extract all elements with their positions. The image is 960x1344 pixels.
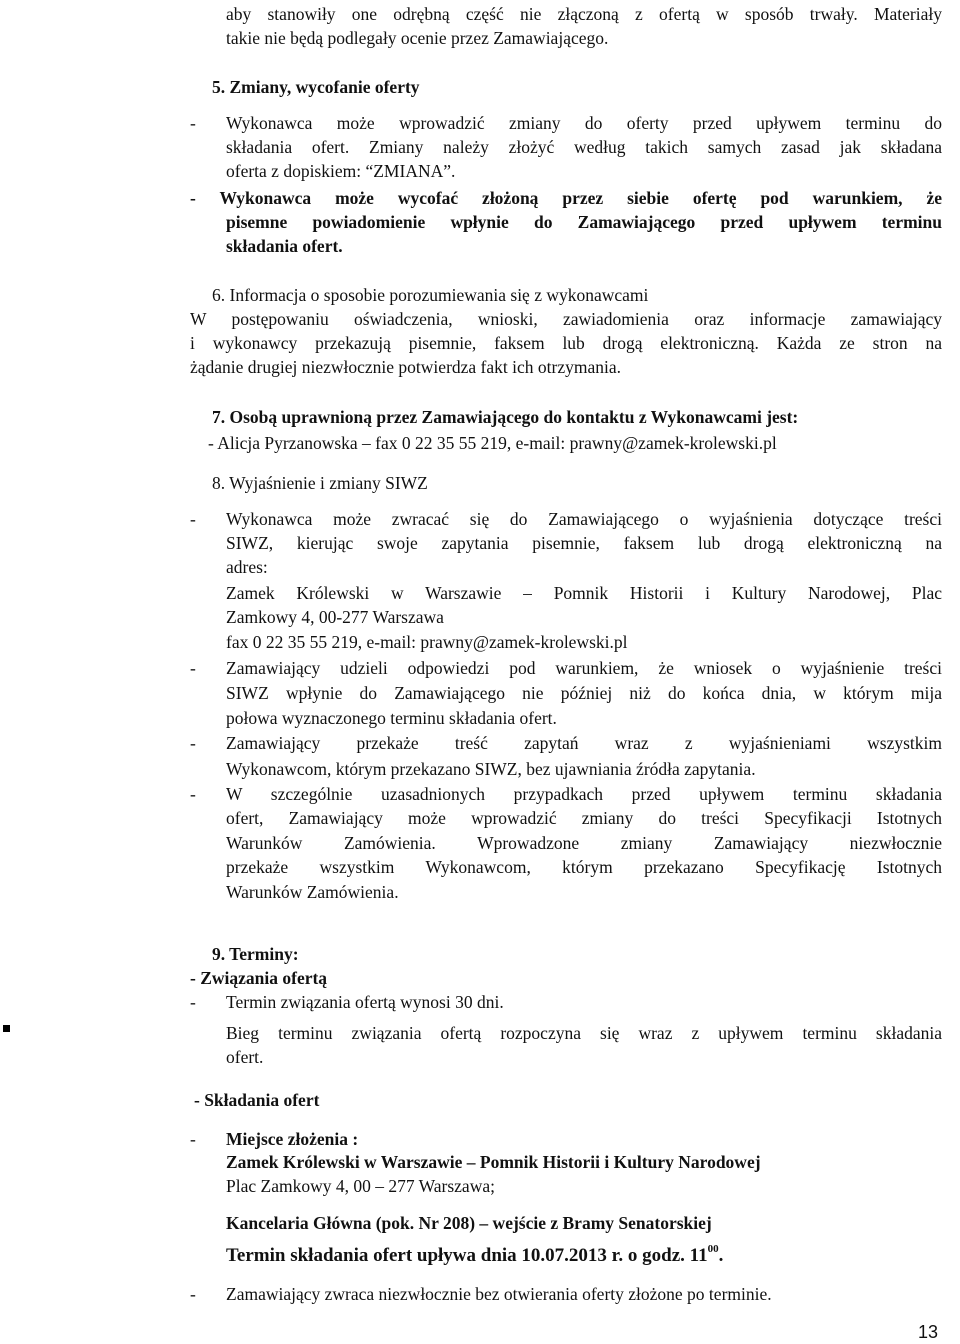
list-dash: - (190, 113, 196, 133)
list-dash: - (190, 992, 196, 1012)
paragraph-line: SIWZ, kierując swoje zapytania pisemnie, faksem lub drogą elektroniczną na (226, 533, 942, 553)
paragraph-line: Warunków Zamówienia. (226, 882, 399, 902)
paragraph-line: Zamawiający udzieli odpowiedzi pod warunkiem, że wniosek o wyjaśnienie treści (226, 658, 942, 678)
section-heading-9: 9. Terminy: (212, 944, 299, 964)
section-heading-7: 7. Osobą uprawnioną przez Zamawiającego do kontaktu z Wykonawcami jest: (212, 407, 799, 427)
subheading-binding: - Związania ofertą (190, 968, 328, 988)
paragraph-line: połowa wyznaczonego terminu składania ofert. (226, 708, 557, 728)
deadline-end: . (718, 1245, 724, 1266)
paragraph-line: Wykonawca może zwracać się do Zamawiającego o wyjaśnienia dotyczące treści (226, 509, 942, 529)
paragraph-line: ofert. (226, 1047, 264, 1067)
paragraph-line: i wykonawcy przekazują pisemnie, faksem lub drogą elektroniczną. Każda ze stron na (190, 333, 942, 353)
contact-line: - Alicja Pyrzanowska – fax 0 22 35 55 219, e-mail: prawny@zamek-krolewski.pl (208, 433, 777, 453)
list-dash: - (190, 658, 196, 678)
paragraph-line: Wykonawcom, którym przekazano SIWZ, bez ujawniania źródła zapytania. (226, 759, 756, 779)
paragraph-line: W szczególnie uzasadnionych przypadkach przed upływem terminu składania (226, 784, 942, 804)
square-bullet-icon (3, 1025, 10, 1032)
deadline-text: Termin składania ofert upływa dnia 10.07.2013 r. o godz. 11 (226, 1245, 708, 1266)
paragraph-line: Wykonawca może wprowadzić zmiany do oferty przed upływem terminu do (226, 113, 942, 133)
paragraph-line: - Wykonawca może wycofać złożoną przez siebie ofertę pod warunkiem, że (190, 188, 942, 208)
paragraph-line: SIWZ wpłynie do Zamawiającego nie później niż do końca dnia, w którym mija (226, 683, 942, 703)
paragraph-line: Zamawiający zwraca niezwłocznie bez otwierania oferty złożone po terminie. (226, 1284, 772, 1304)
list-dash: - (190, 1284, 196, 1304)
place-line: Plac Zamkowy 4, 00 – 277 Warszawa; (226, 1176, 495, 1196)
paragraph-line: oferta z dopiskiem: “ZMIANA”. (226, 161, 456, 181)
paragraph-line: przekaże wszystkim Wykonawcom, którym przekazano Specyfikację Istotnych (226, 857, 942, 877)
paragraph-line: pisemne powiadomienie wpłynie do Zamawiającego przed upływem terminu (226, 212, 942, 232)
paragraph-line: składania ofert. Zmiany należy złożyć według takich samych zasad jak składana (226, 137, 942, 157)
list-dash: - (190, 784, 196, 804)
address-line: fax 0 22 35 55 219, e-mail: prawny@zamek-krolewski.pl (226, 632, 628, 652)
list-dash: - (190, 509, 196, 529)
section-heading-5: 5. Zmiany, wycofanie oferty (212, 77, 420, 97)
paragraph-line: Warunków Zamówienia. Wprowadzone zmiany Zamawiający niezwłocznie (226, 833, 942, 853)
place-line: Zamek Królewski w Warszawie – Pomnik Historii i Kultury Narodowej (226, 1152, 761, 1172)
list-dash: - (190, 1129, 196, 1149)
paragraph-line: składania ofert. (226, 236, 343, 256)
paragraph-line: aby stanowiły one odrębną część nie złączoną z ofertą w sposób trwały. Materiały (226, 4, 942, 24)
deadline-line (226, 1244, 723, 1268)
address-line: Zamkowy 4, 00-277 Warszawa (226, 607, 444, 627)
paragraph-line: Zamawiający przekaże treść zapytań wraz z wyjaśnieniami wszystkim (226, 733, 942, 753)
section-heading-6: 6. Informacja o sposobie porozumiewania się z wykonawcami (212, 285, 649, 305)
paragraph-line: adres: (226, 557, 268, 577)
section-heading-8: 8. Wyjaśnienie i zmiany SIWZ (212, 473, 428, 493)
place-label: Miejsce złożenia : (226, 1129, 359, 1149)
paragraph-line: żądanie drugiej niezwłocznie potwierdza fakt ich otrzymania. (190, 357, 621, 377)
office-line: Kancelaria Główna (pok. Nr 208) – wejście z Bramy Senatorskiej (226, 1213, 712, 1233)
page-number: 13 (918, 1322, 939, 1342)
paragraph-line: ofert, Zamawiający może wprowadzić zmiany do treści Specyfikacji Istotnych (226, 808, 942, 828)
subheading-submission: - Składania ofert (194, 1090, 320, 1110)
paragraph-line: Termin związania ofertą wynosi 30 dni. (226, 992, 504, 1012)
list-dash: - (190, 733, 196, 753)
paragraph-line: takie nie będą podlegały ocenie przez Zamawiającego. (226, 28, 609, 48)
paragraph-line: W postępowaniu oświadczenia, wnioski, zawiadomienia oraz informacje zamawiający (190, 309, 942, 329)
paragraph-line: Bieg terminu związania ofertą rozpoczyna się wraz z upływem terminu składania (226, 1023, 942, 1043)
address-line: Zamek Królewski w Warszawie – Pomnik Historii i Kultury Narodowej, Plac (226, 583, 942, 603)
deadline-minutes: 00 (707, 1243, 719, 1255)
